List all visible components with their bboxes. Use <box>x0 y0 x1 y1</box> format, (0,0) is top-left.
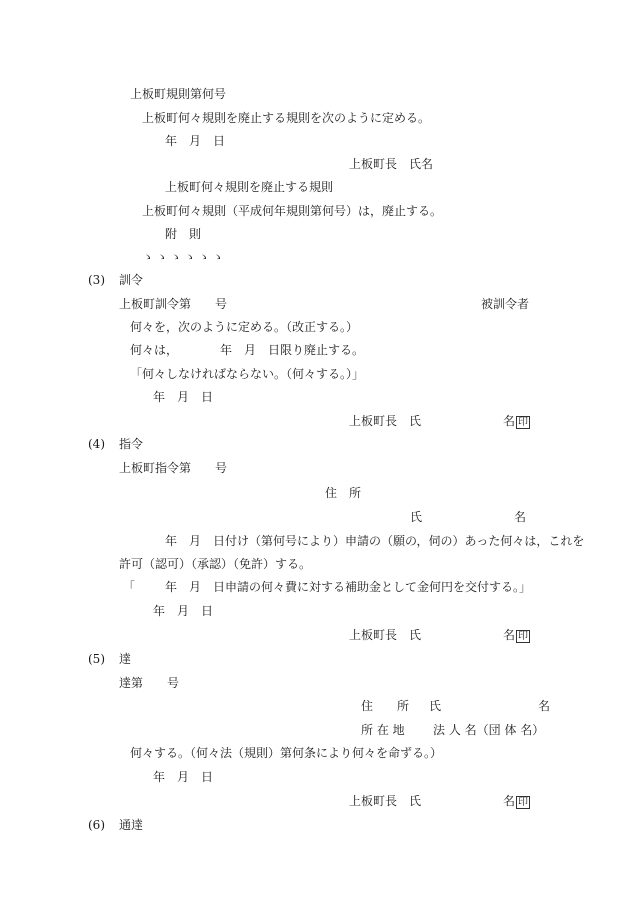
rule-number: 上板町規則第何号 <box>130 87 227 101</box>
iteration-marks: ゝゝゝゝゝゝ <box>142 250 227 264</box>
kunrei-signer: 上板町長 氏 <box>349 414 422 428</box>
tatsu-date: 年 月 日 <box>153 770 214 784</box>
tatsu-given-label: 名 <box>538 699 551 713</box>
tatsu-body: 何々する。（何々法（規則）第何条により何々を命ずる。） <box>130 746 443 760</box>
kunrei-line-1: 何々を，次のように定める。（改正する。） <box>130 320 359 334</box>
section-6-number: (6) <box>88 818 105 832</box>
section-3-number: (3) <box>88 273 105 287</box>
tatsu-surname-label: 氏 <box>429 699 442 713</box>
section-6-heading: 通達 <box>119 818 144 832</box>
seal-mark: 印 <box>518 417 529 428</box>
seal-mark: 印 <box>518 797 529 808</box>
rule-signer: 上板町長 氏名 <box>349 157 434 171</box>
shirei-address-label: 住 所 <box>325 486 362 500</box>
section-5-number: (5) <box>88 652 105 666</box>
tatsu-signer: 上板町長 氏 <box>349 794 422 808</box>
kunrei-name-seal <box>503 414 530 429</box>
shirei-body-2: 許可（認可）（承認）（免許）する。 <box>119 557 312 571</box>
rule-body: 上板町何々規則（平成何年規則第何号）は，廃止する。 <box>142 204 443 218</box>
rule-date: 年 月 日 <box>165 134 226 148</box>
section-3-heading: 訓令 <box>119 273 144 287</box>
kunrei-line-2: 何々は， 年 月 日限り廃止する。 <box>130 343 365 357</box>
tatsu-address-label: 住 所 <box>361 699 410 713</box>
tatsu-location-label: 所 在 地 <box>361 723 405 737</box>
section-4-number: (4) <box>88 437 105 451</box>
tatsu-corp-label: 法 人 名（団 体 名） <box>433 723 545 737</box>
rule-title: 上板町何々規則を廃止する規則 <box>165 180 334 194</box>
shirei-date: 年 月 日 <box>153 604 214 618</box>
rule-preamble: 上板町何々規則を廃止する規則を次のように定める。 <box>142 111 431 125</box>
name-label: 名 <box>503 794 516 808</box>
section-5-heading: 達 <box>119 652 132 666</box>
kunrei-number: 上板町訓令第 号 <box>119 297 228 311</box>
shirei-body-1: 年 月 日付け（第何号により）申請の（願の，伺の）あった何々は，これを <box>165 534 585 548</box>
seal-mark: 印 <box>518 631 529 642</box>
shirei-quote-open: 「 <box>123 580 136 594</box>
shirei-name-seal <box>503 628 530 643</box>
name-label: 名 <box>503 628 516 642</box>
shirei-surname-label: 氏 <box>410 510 423 524</box>
shirei-number: 上板町指令第 号 <box>119 461 228 475</box>
tatsu-name-seal <box>503 794 530 809</box>
shirei-signer: 上板町長 氏 <box>349 628 422 642</box>
kunrei-line-3: 「何々しなければならない。（何々する。）」 <box>130 367 365 381</box>
kunrei-date: 年 月 日 <box>153 390 214 404</box>
shirei-quote: 年 月 日申請の何々費に対する補助金として金何円を交付する。」 <box>165 580 532 594</box>
kunrei-recipient: 被訓令者 <box>481 297 530 311</box>
tatsu-number: 達第 号 <box>119 676 180 690</box>
name-label: 名 <box>503 414 516 428</box>
shirei-given-label: 名 <box>514 510 527 524</box>
rule-supplementary: 附 則 <box>165 227 202 241</box>
section-4-heading: 指令 <box>119 437 144 451</box>
